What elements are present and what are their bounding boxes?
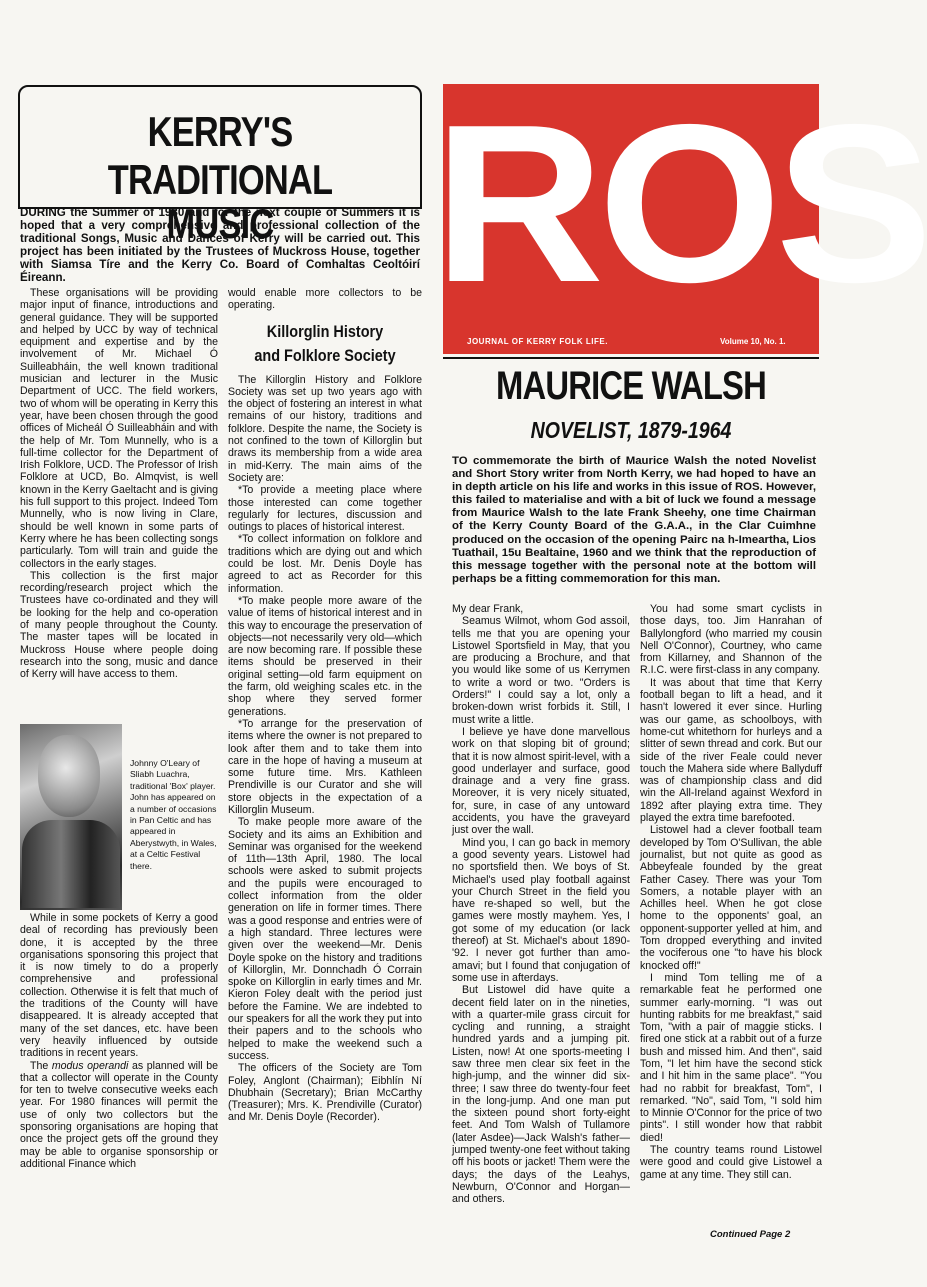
letter-column-1 <box>452 603 630 1206</box>
italic-phrase: modus operandi <box>51 1059 129 1072</box>
portrait-face <box>38 735 100 817</box>
continued-note: Continued Page 2 <box>710 1229 791 1240</box>
divider <box>443 357 819 359</box>
masthead-logo: ROS <box>433 77 927 329</box>
letter-paragraph: Mind you, I can go back in memory a good seventy years. Listowel had no sportsfield then. We boys of St. Michael's used play football against your Church Street in the field you have re-shaped so well, but the games were mostly mayhem. Yes, I got some of my education (or lack thereof) at St. Michael's about 1890-'92. I never got further than amo-amavi; but I found that conjugation of some use in afterdays. <box>452 836 630 984</box>
kerry-column-1 <box>20 287 218 681</box>
letter-paragraph: I mind Tom telling me of a remarkable feat he performed one summer early-morning. "I was out hunting rabbits for me breakfast," said Tom, "with a pair of maggie sticks. I fired one stick at a rabbit out of a furze bush and missed him. And then", said Tom, "I let him have the second stick and I hit him in the same place". "You had no rabbit for breakfast, Tom", I remarked. "No", said Tom, "I sold him to Minnie O'Connor for the price of two pints". I still wonder how that rabbit died! <box>640 971 822 1144</box>
kerry-paragraph: These organisations will be providing major input of finance, introductions and general guidance. They will be supported and helped by UCC by way of technical equipment and expertise and by the involvement of Mr. Michael Ó Suilleabháin, the well known traditional musician and lecturer in the Music Department of UCC. The field workers, two of whom will be operating in Kerry this year, have been chosen through the good offices of Micheál Ó Suilleabháin and with the help of Mr. Tom Munnelly, who is a full-time collector for the Department of Irish Folklore, UCD. The Professor of Irish Folklore at UCD, Bo. Almqvist, is well known in the Kerry Gaeltacht and is giving his full support to this project. Indeed Tom Munnelly, who is now living in Clare, should be well known in some parts of Kerry where he has been collecting songs particularly. Tom will train and guide the collectors in the early stages. <box>20 287 218 570</box>
letter-paragraph: Listowel had a clever football team developed by Tom O'Sullivan, the able journalist, but not quite as good as Abbeyfeale founded by the great Father Casey. There was your Tom Somers, a notable player with an Achilles heel. When he got close home to the opponents' goal, an opponent-supporter yelled at him, and Tom dropped everything and invited the vociferous one "to have his block knocked off!" <box>640 824 822 972</box>
portrait-body <box>22 820 120 908</box>
walsh-intro-paragraph: TO commemorate the birth of Maurice Walsh the noted Novelist and Short Story writer from North Kerry, we had hoped to have an in depth article on his life and works in this issue of ROS. However, this failed to materialise and with a bit of luck we found a message from Maurice Walsh to the late Frank Sheehy, one time Chairman of the Kerry County Board of the G.A.A., in the Clar Cuimhne produced on the occasion of the opening Pairc na h-Imeartha, Lios Tuathail, 15u Bealtaine, 1960 and we think that the reproduction of this message together with the personal note at the bottom will perhaps be a fitting commemoration for this man. <box>452 455 816 585</box>
society-aim: *To arrange for the preservation of items where the owner is not prepared to look after them and to take them into care in the hope of having a museum at some future time. Mrs. Kathleen Prendiville is our Curator and she will store objects in the expectation of a Killorglin Museum. <box>228 717 422 816</box>
photo-caption: Johnny O'Leary of Sliabh Luachra, traditional 'Box' player. John has appeared on a number of occasions in Pan Celtic and has appeared in Aberystwyth, in Wales, at a Celtic Festival there. <box>130 758 217 871</box>
letter-paragraph: I believe ye have done marvellous work on that sloping bit of ground; that it is now almost spirit-level, with a good underlayer and surface, good drainage and a very fine grass. Moreover, it is very nicely situated, for, sure, in case of any untoward accidents, you have the graveyard just over the wall. <box>452 725 630 837</box>
masthead-subtitle: JOURNAL OF KERRY FOLK LIFE. <box>467 337 608 346</box>
headline-kerrys: KERRY'S <box>147 108 293 155</box>
kerry-column-2 <box>228 287 422 1124</box>
kerry-paragraph: While in some pockets of Kerry a good deal of recording has previously been done, it is accepted by the three organisations sponsoring this project that it is now timely to do a properly comprehensive and professional collection. Otherwise it is felt that much of the traditions of the County will have disappeared. It is already accepted that many of the set dances, etc. have been very heavily influenced by outside traditions in recent years. <box>20 912 218 1060</box>
kerry-paragraph-modus: The modus operandi as planned will be that a collector will operate in the County for ten to twelve consecutive weeks each year. For 1980 finances will permit the use of only two collectors but the sponsoring organisations are hoping that once the project gets off the ground they may be able to organise sponsorship or additional Finance which <box>20 1059 218 1170</box>
society-aim: *To collect information on folklore and traditions which are dying out and which could be lost. Mr. Denis Doyle has agreed to act as Recorder for this information. <box>228 533 422 595</box>
kerry-paragraph: This collection is the first major recording/research project which the Trustees have co-ordinated and they will be looking for the help and co-operation of many people throughout the County. The master tapes will be located in Muckross House where people doing research into the song, music and dance of Kerry will have access to them. <box>20 569 218 681</box>
society-paragraph: To make people more aware of the Society and its aims an Exhibition and Seminar was organised for the weekend of 11th—13th April, 1980. The local schools were asked to submit projects and the pupils were encouraged to collect information from the older generation on life in former times. There was a good response and entries were of a high standard. Three lectures were given over the weekend—Mr. Denis Doyle spoke on the history and traditions of Killorglin, Mr. Donnchadh Ó Corrain spoke on Killorglin in early times and Mr. Kieron Foley dealt with the period just before the Famine. We are indebted to our speakers for all the work they put into their papers and to the schools who helped to make the weekend such a success. <box>228 816 422 1062</box>
kerry-column-1-lower <box>20 912 218 1170</box>
headline-traditional-music: TRADITIONAL MUSIC <box>107 156 333 247</box>
letter-greeting: My dear Frank, <box>452 603 524 615</box>
headline-novelist: NOVELIST, 1879-1964 <box>530 417 732 443</box>
society-paragraph: The Killorglin History and Folklore Society was set up two years ago with the object of fostering an interest in what remains of our history, traditions and folklore. Despite the name, the Society is not confined to the town of Killorglin but draws its membership from a wide area in mid-Kerry. The main aims of the Society are: <box>228 373 422 484</box>
kerry-intro-paragraph: DURING the Summer of 1980 and for the next couple of Summers it is hoped that a very comprehensive and professional collection of the traditional Songs, Music and Dances of Kerry will be carried out. This project has been initiated by the Trustees of Muckross House, together with Siamsa Tíre and the Kerry Co. Board of Comhaltas Ceoltóirí Éireann. <box>20 206 420 284</box>
subhead-killorglin: Killorglin History and Folklore Society <box>254 321 396 365</box>
letter-paragraph: It was about that time that Kerry football began to lift a head, and it hasn't lowered it ever since. Hurling was our game, as schoolboys, with home-cut whitethorn for hurleys and a slitter of sewn thread and cork. But our side of the river Feale could never touch the Mahera side where Ballyduff was of championship class and did win the All-Ireland against Wexford in 1892 after playing extra time. They played the extra time barefooted. <box>640 676 822 825</box>
society-aim: *To provide a meeting place where those interested can come together regularly for lectures, discussion and outings to places of historical interest. <box>228 484 422 534</box>
society-aim: *To make people more aware of the value of items of historical interest and in this way to encourage the preservation of objects—not necessarily very old—which are now becoming rare. If possible these items should be preserved in their original setting—old farm equipment on the farm, old weighing scales etc. in the shop where they served former generations. <box>228 594 422 718</box>
letter-paragraph: You had some smart cyclists in those days, too. Jim Hanrahan of Ballylongford (who married my cousin Nell O'Connor), Courtney, who came from Killarney, and Shannon of the R.I.C. were first-class in any company. <box>640 603 822 677</box>
headline-maurice-walsh: MAURICE WALSH <box>496 364 766 408</box>
letter-paragraph: The country teams round Listowel were good and could give Listowel a game at any time. They still can. <box>640 1144 822 1181</box>
letter-paragraph: Seamus Wilmot, whom God assoil, tells me that you are opening your Listowel Sportsfield in May, that you are producing a Brochure, and that you would like some of us Kerrymen to write a word or two. "Orders is Orders!" I could say a lot, only a broken-down wrist forbids it. Still, I must write a little. <box>452 615 630 726</box>
masthead-volume: Volume 10, No. 1. <box>720 337 786 346</box>
society-officers: The officers of the Society are Tom Foley, Anglont (Chairman); Eibhlín Ní Dhubhain (Secretary); Brian McCarthy (Treasurer); Mrs. K. Prendiville (Curator) and Mr. Denis Doyle (Recorder). <box>228 1062 422 1124</box>
letter-column-2 <box>640 603 822 1181</box>
letter-paragraph: But Listowel did have quite a decent field later on in the nineties, with a quarter-mile grass circuit for cycling and running, a straight hundred yards and a jumping pit. Listen, now! At one sports-meeting I saw three men clear six feet in the high-jump, and the winner did six-three; I saw three do twenty-four feet in the long-jump. And one man put the sixteen pound short forty-eight feet. And Tom Walsh of Tullamore (later Asdee)—Jack Walsh's father—jumped twenty-one feet without taking off his boots or jacket! Them were the days; the days of the Leahys, Newburn, O'Connor and Horgan—and others. <box>452 984 630 1206</box>
continuation-text: would enable more collectors to be operating. <box>228 287 422 312</box>
